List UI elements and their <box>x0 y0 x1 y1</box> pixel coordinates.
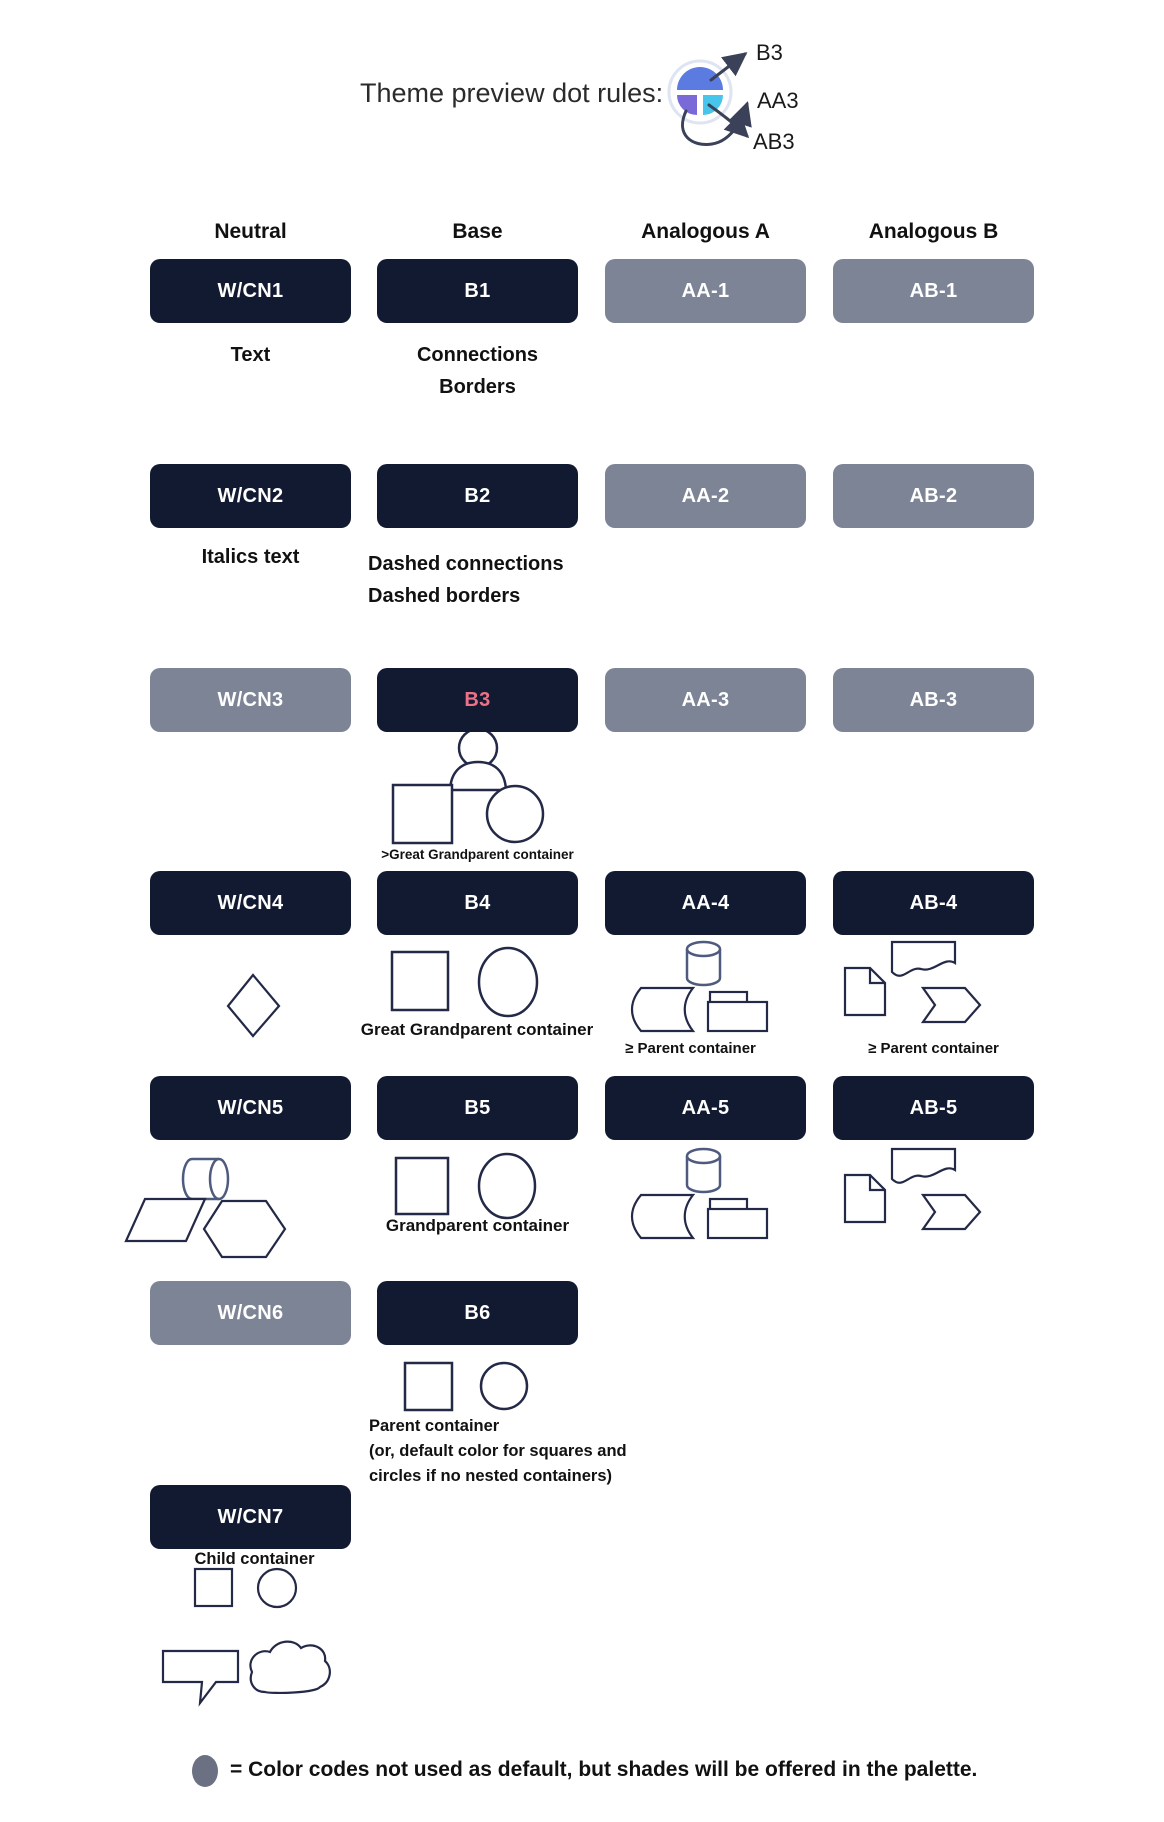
wavy-document-icon <box>892 942 955 976</box>
caption-great-grandparent-container: Great Grandparent container <box>360 1020 594 1039</box>
ellipse-shape-icon <box>479 1154 535 1218</box>
dot-label-ab3: AB3 <box>753 129 795 154</box>
page-title: Theme preview dot rules: <box>360 78 664 108</box>
circle-shape-icon <box>487 786 543 842</box>
swatch-wcn7: W/CN7 <box>150 1485 351 1549</box>
swatch-b6: B6 <box>377 1281 578 1345</box>
swatch-b2: B2 <box>377 464 578 528</box>
swatch-ab3: AB-3 <box>833 668 1034 732</box>
square-shape-icon <box>392 952 448 1010</box>
document-icon <box>845 968 885 1015</box>
circle-shape-icon <box>481 1363 527 1409</box>
caption-parent-container-line3: circles if no nested containers) <box>369 1467 612 1485</box>
ellipse-shape-icon <box>479 948 537 1016</box>
column-header-analogous-a: Analogous A <box>641 220 770 243</box>
square-shape-icon <box>405 1363 452 1410</box>
caption-borders: Borders <box>439 376 516 398</box>
aa4-parent-shapes <box>632 942 767 1031</box>
ab4-parent-shapes <box>845 942 980 1022</box>
parallelogram-icon <box>126 1199 205 1241</box>
swatch-ab4: AB-4 <box>833 871 1034 935</box>
chevron-shape-icon <box>923 1195 980 1229</box>
swatch-aa4: AA-4 <box>605 871 806 935</box>
grandparent-shapes <box>396 1154 535 1218</box>
legend-gray-dot-icon <box>192 1755 218 1787</box>
swatch-b4: B4 <box>377 871 578 935</box>
caption-connections: Connections <box>416 344 539 366</box>
column-header-neutral: Neutral <box>214 220 287 243</box>
aa5-shapes <box>632 1149 767 1238</box>
tabbed-box-icon <box>708 1002 767 1031</box>
great-grandparent-gt-shapes <box>393 729 543 843</box>
column-header-analogous-b: Analogous B <box>868 220 999 243</box>
legend-text: = Color codes not used as default, but shades will be offered in the palette. <box>230 1758 978 1781</box>
square-shape-icon <box>396 1158 448 1214</box>
swatch-aa5: AA-5 <box>605 1076 806 1140</box>
swatch-wcn1: W/CN1 <box>150 259 351 323</box>
child-container-shapes <box>163 1569 330 1703</box>
swatch-wcn3: W/CN3 <box>150 668 351 732</box>
wcn5-shapes <box>126 1159 285 1257</box>
swatch-b1: B1 <box>377 259 578 323</box>
person-shoulders-icon <box>450 762 506 790</box>
curved-box-icon <box>632 988 693 1031</box>
swatch-wcn4: W/CN4 <box>150 871 351 935</box>
swatch-wcn5: W/CN5 <box>150 1076 351 1140</box>
swatch-aa1: AA-1 <box>605 259 806 323</box>
speech-bubble-icon <box>163 1651 238 1703</box>
swatch-b5: B5 <box>377 1076 578 1140</box>
curved-box-icon <box>632 1195 693 1238</box>
dot-label-b3: B3 <box>756 40 783 65</box>
ab5-shapes <box>845 1149 980 1229</box>
column-header-base: Base <box>452 220 503 243</box>
swatch-b3: B3 <box>377 668 578 732</box>
swatch-aa2: AA-2 <box>605 464 806 528</box>
caption-parent-container-line1: Parent container <box>369 1417 500 1435</box>
swatch-ab1: AB-1 <box>833 259 1034 323</box>
caption-text: Text <box>230 344 271 366</box>
caption-aa-parent-container: ≥ Parent container <box>625 1040 756 1057</box>
diamond-shape-icon <box>228 975 279 1036</box>
caption-child-container: Child container <box>194 1550 315 1568</box>
tabbed-box-icon <box>708 1209 767 1238</box>
dot-top-half-base-color <box>677 67 723 90</box>
chevron-shape-icon <box>923 988 980 1022</box>
wavy-document-icon <box>892 1149 955 1183</box>
square-shape-icon <box>393 785 452 843</box>
cloud-icon <box>250 1642 329 1693</box>
swatch-wcn2: W/CN2 <box>150 464 351 528</box>
caption-dashed-borders: Dashed borders <box>368 585 521 607</box>
great-grandparent-shapes <box>392 948 537 1016</box>
caption-grandparent-container: Grandparent container <box>385 1216 570 1235</box>
caption-dashed-connections: Dashed connections <box>368 553 564 575</box>
caption-italics-text: Italics text <box>201 546 300 568</box>
circle-shape-icon <box>258 1569 296 1607</box>
swatch-ab5: AB-5 <box>833 1076 1034 1140</box>
swatch-wcn6: W/CN6 <box>150 1281 351 1345</box>
caption-gt-great-grandparent-container: >Great Grandparent container <box>381 847 574 862</box>
swatch-ab2: AB-2 <box>833 464 1034 528</box>
caption-parent-container-line2: (or, default color for squares and <box>369 1442 627 1460</box>
document-icon <box>845 1175 885 1222</box>
caption-ab-parent-container: ≥ Parent container <box>868 1040 999 1057</box>
parent-shapes <box>405 1363 527 1410</box>
square-shape-icon <box>195 1569 232 1606</box>
hexagon-icon <box>204 1201 285 1257</box>
swatch-aa3: AA-3 <box>605 668 806 732</box>
dot-label-aa3: AA3 <box>757 88 799 113</box>
